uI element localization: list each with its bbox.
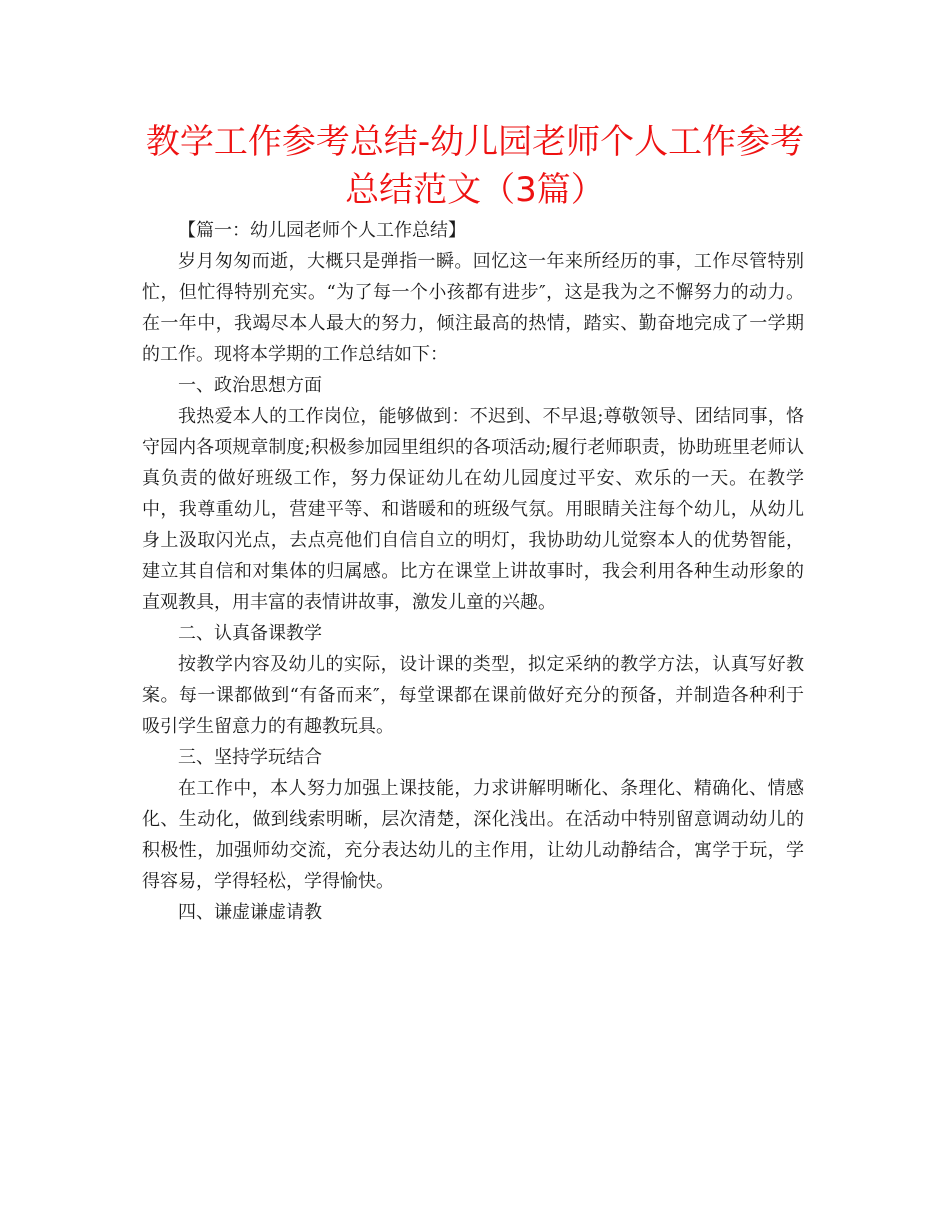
heading-politics: 一、政治思想方面 [178, 375, 322, 396]
paragraph-politics: 我热爱本人的工作岗位，能够做到：不迟到、不早退;尊敬领导、团结同事，恪守园内各项规章制度;积极参加园里组织的各项活动;履行老师职责，协助班里老师认真负责的做好班级工作，努力保证幼儿在幼儿园度过平安、欢乐的一天。在教学中，我尊重幼儿，营建平等、和谐暖和的班级气氛。用眼睛关注每个幼儿，从幼儿身上汲取闪光点，去点亮他们自信自立的明灯，我协助幼儿觉察本人的优势智能，建立其自信和对集体的归属感。比方在课堂上讲故事时，我会利用各种生动形象的直观教具，用丰富的表情讲故事，激发儿童的兴趣。 [142, 406, 804, 613]
heading-lesson-prep: 二、认真备课教学 [178, 623, 322, 644]
document-body [142, 215, 804, 928]
section-title: 【篇一：幼儿园老师个人工作总结】 [178, 220, 466, 241]
heading-humility: 四、谦虚谦虚请教 [178, 902, 322, 923]
paragraph-lesson-prep: 按教学内容及幼儿的实际，设计课的类型，拟定采纳的教学方法，认真写好教案。每一课都做到“有备而来″，每堂课都在课前做好充分的预备，并制造各种利于吸引学生留意力的有趣教玩具。 [142, 654, 804, 737]
heading-learn-play: 三、坚持学玩结合 [178, 747, 322, 768]
intro-paragraph: 岁月匆匆而逝，大概只是弹指一瞬。回忆这一年来所经历的事，工作尽管特别忙，但忙得特别充实。“为了每一个小孩都有进步″，这是我为之不懈努力的动力。在一年中，我竭尽本人最大的努力，倾注最高的热情，踏实、勤奋地完成了一学期的工作。现将本学期的工作总结如下： [142, 251, 804, 365]
document-title: 教学工作参考总结-幼儿园老师个人工作参考总结范文（3篇） [145, 122, 805, 210]
paragraph-learn-play: 在工作中，本人努力加强上课技能，力求讲解明晰化、条理化、精确化、情感化、生动化，做到线索明晰，层次清楚，深化浅出。在活动中特别留意调动幼儿的积极性，加强师幼交流，充分表达幼儿的主作用，让幼儿动静结合，寓学于玩，学得容易，学得轻松，学得愉快。 [142, 778, 804, 892]
